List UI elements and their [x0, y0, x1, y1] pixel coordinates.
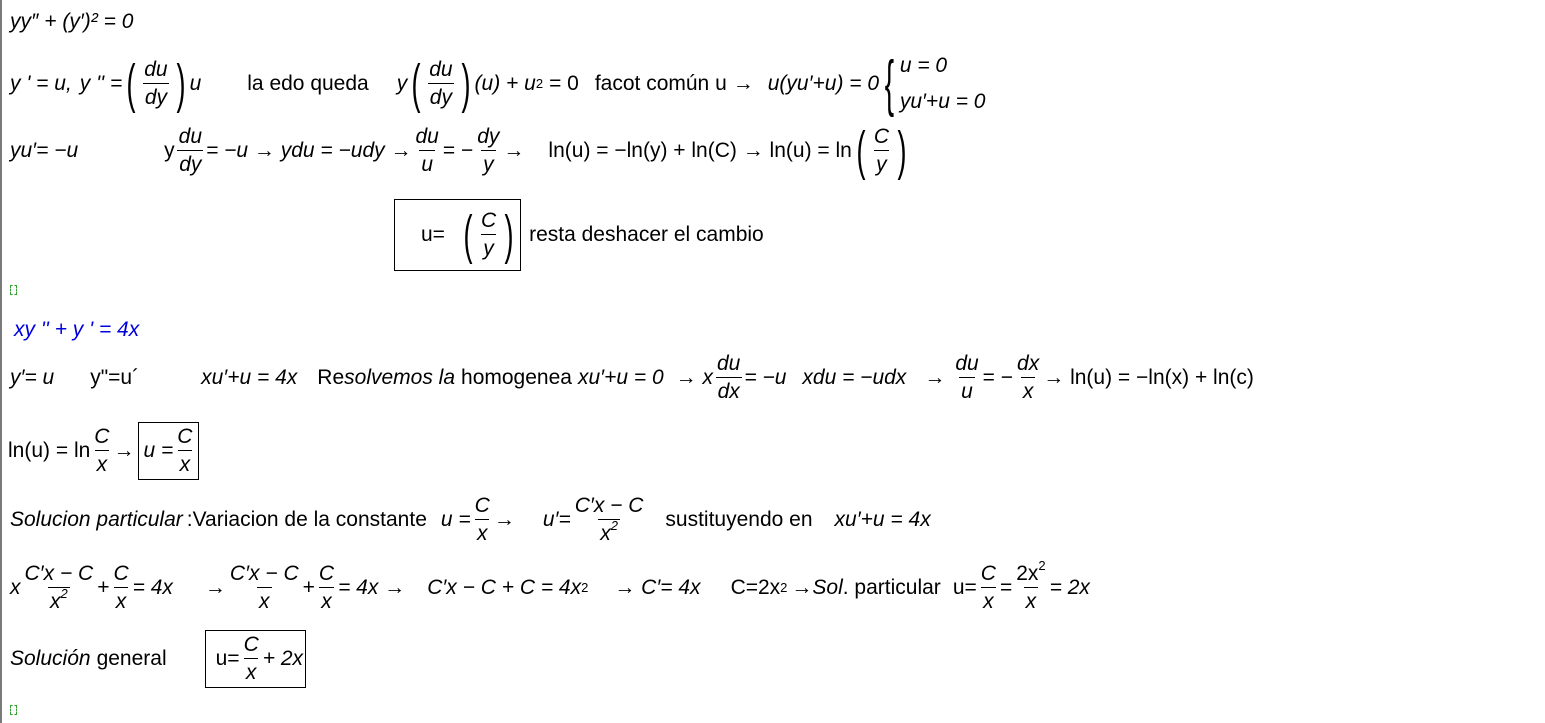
equation-text: xy '' + y ' = 4x [14, 318, 140, 341]
frac-num: C [113, 562, 129, 585]
facot-text: facot común u [594, 72, 727, 95]
frac-num: C [177, 425, 193, 448]
u-eq: u = [440, 508, 471, 531]
region-marker [10, 285, 17, 295]
arrow: → [503, 139, 525, 162]
mid-expr: = −u → ydu = −udy → [206, 139, 412, 162]
problem1-line1: y ' = u, y '' = ( $\frac{du}{dy}$ ) u la edo queda y ( $\frac{du}{dy}$ ) (u) + u 2 = 0 facot común u → u(yu′+u) = 0 { u = 0 yu′+u = 0 [10, 49, 986, 118]
du-dy-paren: ( $\frac{du}{dy}$ ) [126, 54, 186, 114]
frac-den: x [178, 450, 193, 477]
frac-num: C′x − C [24, 562, 94, 585]
frac-num: C [474, 494, 490, 517]
du-u-fraction [953, 352, 980, 404]
frac-den: y [481, 234, 496, 261]
du-dy-fraction-3 [177, 125, 204, 177]
dy-y-fraction [475, 125, 501, 177]
frac-num: du [955, 352, 979, 375]
yu-eq: yu′= −u [10, 139, 79, 162]
xdu-eq: xdu = −udx [802, 366, 907, 389]
cx-c-over-x [228, 562, 301, 614]
frac-den: x [981, 587, 996, 614]
final-eq: = 2x [1049, 576, 1090, 599]
c-y-fraction [479, 209, 498, 261]
u-var: u [189, 72, 202, 95]
minus: = − [442, 139, 474, 162]
frac-den: $x^2$ [600, 518, 618, 545]
c-x-fraction-2 [175, 425, 194, 477]
frac-num: C [318, 562, 335, 585]
u-eq: u = [143, 439, 174, 462]
frac-den: x [257, 587, 272, 614]
factor-expr: u(yu′+u) = 0 [767, 72, 880, 95]
frac-num: C [873, 125, 890, 148]
result-box [394, 199, 521, 271]
arrow: → [113, 439, 135, 462]
yprime-def: y ' = u, [10, 72, 72, 95]
yprime-u: y′= u [10, 366, 55, 389]
arrow: → [493, 508, 515, 531]
sustituyendo-text: sustituyendo en [665, 508, 813, 531]
left-border [0, 0, 2, 723]
c-y-paren: ( $\frac{C}{y}$ ) [463, 205, 514, 265]
frac-den: x [114, 587, 129, 614]
du-dy-fraction-2 [427, 58, 454, 110]
c-x-fraction [92, 425, 111, 477]
frac-num: C [980, 562, 996, 585]
c-y-paren: ( $\frac{C}{y}$ ) [856, 121, 907, 181]
sol-label: Sol [812, 576, 843, 599]
y-var: y [396, 72, 408, 95]
cprime-eq: → C′= 4x [614, 576, 701, 599]
c-y-fraction [872, 125, 891, 177]
general-label: general [96, 647, 167, 670]
y-var: y [164, 139, 175, 162]
arrow: → [204, 576, 226, 599]
expr: C′x − C + C = 4x [427, 576, 582, 599]
sust-eq: xu′+u = 4x [834, 508, 931, 531]
c-x-fraction-2 [317, 562, 336, 614]
problem1-line2 [10, 121, 911, 181]
region-marker [10, 705, 17, 715]
frac-den: x [244, 658, 259, 685]
frac-den: $x^2$ [49, 586, 68, 613]
du-dx-fraction [715, 352, 742, 404]
problem2-line2 [8, 422, 199, 480]
solucion-label: Solución [10, 647, 91, 670]
eq-4x-arrow: = 4x → [338, 576, 406, 599]
log-expr: ln(u) = −ln(y) + ln(C) → ln(u) = ln [548, 139, 852, 162]
eq-zero: = 0 [549, 72, 579, 95]
frac-den: x [1024, 587, 1039, 614]
arrow: → [924, 366, 946, 389]
du-dy-fraction [142, 58, 169, 110]
ypp-def: y '' = [79, 72, 123, 95]
frac-den: x [95, 450, 110, 477]
problem1-equation [10, 10, 133, 34]
frac-den: x [319, 587, 334, 614]
ypp-u: y"=u´ [90, 366, 140, 389]
uprime-eq: u′= [542, 508, 571, 531]
variacion-text: Variacion de la constante [192, 508, 427, 531]
cases [900, 48, 986, 120]
frac-num: dx [1017, 352, 1040, 375]
colon: : [186, 508, 193, 531]
frac-num: C [243, 633, 259, 656]
frac-num: C′x − C [229, 562, 299, 585]
term-u: (u) + u [474, 72, 536, 95]
frac-num: du [429, 58, 453, 81]
cx-c-over-x2 [23, 562, 96, 614]
homogenea-text: homogenea [461, 366, 572, 389]
log-expr: → ln(u) = −ln(x) + ln(c) [1043, 366, 1254, 389]
particular-line [10, 494, 931, 546]
frac-num: C [480, 209, 497, 232]
frac-num: du [716, 352, 741, 375]
c-x-fraction [111, 562, 130, 614]
plus: + [302, 576, 315, 599]
plus: + [97, 576, 110, 599]
re-text: Re [317, 366, 345, 389]
frac-den: dy [143, 83, 169, 110]
frac-den: x [1021, 377, 1036, 404]
frac-den: u [959, 377, 975, 404]
minus-u: = −u [744, 366, 787, 389]
frac-den: y [481, 150, 496, 177]
problem2-line4: x $\frac{C'x - C}{x^2}$ + $\frac{C}{x}$ = 4x → $\frac{C'x - C}{x}$ + $\frac{C}{x}$ = 4x → C′x − C + C = 4x 2 → C′= 4x C=2x 2 → Sol . particular u= $\frac{C}{x}$ = $\frac{2x^2}{x}$ = 2x [10, 558, 1090, 613]
arrow: → [791, 576, 813, 599]
arrow-x: → x [675, 366, 713, 389]
x-var: x [10, 576, 21, 599]
frac-den: dx [716, 377, 742, 404]
frac-num: dy [477, 125, 500, 148]
c-x-fraction-3 [979, 562, 998, 614]
2x2-over-x [1014, 558, 1047, 614]
c-x-fraction [242, 633, 261, 685]
du-dy-paren-2: ( $\frac{du}{dy}$ ) [411, 54, 471, 114]
case-2: yu′+u = 0 [899, 90, 986, 113]
c-x-fraction [473, 494, 492, 546]
brace: { [884, 49, 895, 118]
du-u-fraction [414, 125, 441, 177]
minus: = − [982, 366, 1014, 389]
dx-x-fraction [1015, 352, 1041, 404]
general-solution-box [205, 630, 306, 688]
u-eq: u= [421, 223, 445, 246]
plus-2x: + 2x [262, 647, 304, 670]
c-eq: C=2x [730, 576, 781, 599]
frac-den: dy [428, 83, 454, 110]
homog-eq: xu′+u = 0 [577, 366, 664, 389]
case-1: u = 0 [899, 54, 948, 77]
result-text: resta deshacer el cambio [529, 223, 764, 246]
eq-4x: = 4x [132, 576, 173, 599]
equation-text: yy″ + (y′)² = 0 [10, 10, 134, 33]
u-eq: u= [215, 647, 240, 670]
arrow: → [732, 72, 754, 95]
frac-num: du [178, 125, 203, 148]
u-result-box [138, 422, 199, 480]
eq: = [999, 576, 1013, 599]
frac-den: y [874, 150, 889, 177]
derivative-fraction [573, 494, 646, 546]
frac-num: C [94, 425, 110, 448]
frac-num: du [144, 58, 168, 81]
problem2-equation [14, 318, 139, 342]
frac-num: $2x^2$ [1016, 558, 1046, 585]
ode-eq: xu′+u = 4x [201, 366, 298, 389]
frac-den: u [419, 150, 435, 177]
frac-num: du [415, 125, 439, 148]
edo-text: la edo queda [247, 72, 369, 95]
particular-text: . particular [842, 576, 941, 599]
u-eq: u= [952, 576, 977, 599]
problem1-result [394, 199, 764, 271]
frac-den: dy [177, 150, 203, 177]
ln-eq: ln(u) = ln [8, 439, 91, 462]
frac-den: x [475, 519, 490, 546]
general-line [10, 630, 306, 688]
particular-label: Solucion particular [10, 508, 183, 531]
solvemos-text: solvemos la [344, 366, 456, 389]
frac-num: C′x − C [574, 494, 644, 517]
problem2-line1 [10, 352, 1254, 404]
